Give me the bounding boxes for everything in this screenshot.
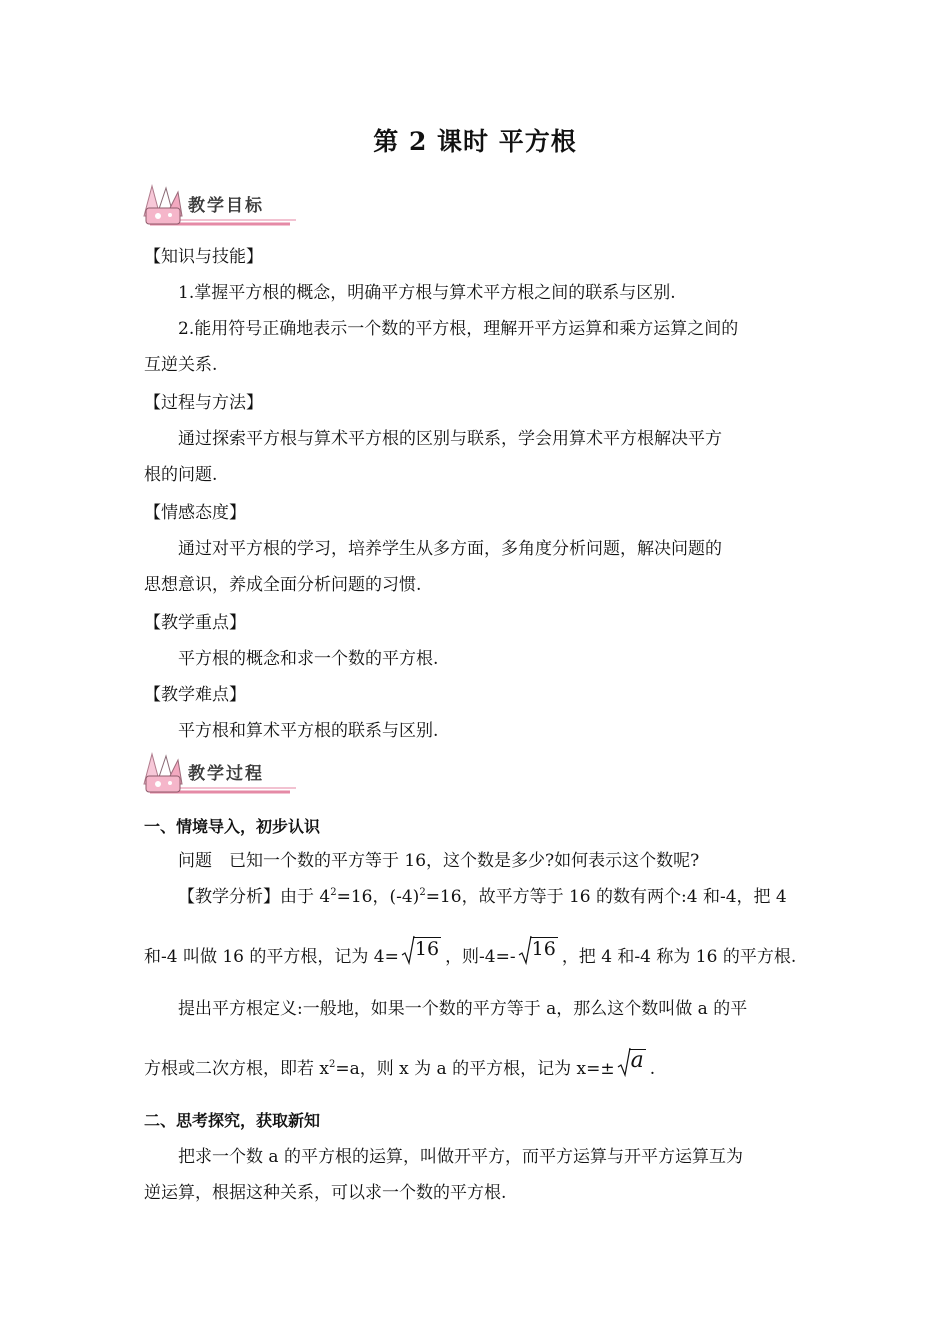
sqrt-expression: a xyxy=(617,1056,648,1080)
analysis-line-1: 【教学分析】由于 $4^2=16$，$(-4)^2=16$，故平方等于 16 的数有两个:4 和-4，把 4 xyxy=(178,887,787,907)
knowledge-item-2-cont: 互逆关系. xyxy=(144,355,218,375)
page-title: 第 2 课时 平方根 xyxy=(373,127,577,156)
difficulty-text: 平方根和算术平方根的联系与区别. xyxy=(178,721,439,741)
definition-line-2: 方根或二次方根，即若 $x^2=a$，则 x 为 a 的平方根，记为 x=± a . xyxy=(144,1048,656,1079)
section-2-text-cont: 逆运算，根据这种关系，可以求一个数的平方根. xyxy=(144,1183,507,1203)
sqrt-expression: 16 xyxy=(401,944,443,968)
section-banner-process xyxy=(140,748,300,796)
sqrt-expression: 16 xyxy=(518,944,560,968)
key-point-text: 平方根的概念和求一个数的平方根. xyxy=(178,649,439,669)
process-method-text-cont: 根的问题. xyxy=(144,465,218,485)
section-banner-objectives xyxy=(140,180,300,228)
section-banner-label: 教学目标 xyxy=(188,196,264,216)
knowledge-heading: 【知识与技能】 xyxy=(144,247,263,267)
definition-line-1: 提出平方根定义:一般地，如果一个数的平方等于 a，那么这个数叫做 a 的平 xyxy=(178,999,748,1019)
knowledge-item-1: 1.掌握平方根的概念，明确平方根与算术平方根之间的联系与区别. xyxy=(178,283,676,303)
process-method-text: 通过探索平方根与算术平方根的区别与联系，学会用算术平方根解决平方 xyxy=(178,429,722,449)
section-2-heading: 二、思考探究，获取新知 xyxy=(144,1111,321,1130)
emotion-text: 通过对平方根的学习，培养学生从多方面，多角度分析问题，解决问题的 xyxy=(178,539,722,559)
analysis-line-2: 和-4 叫做 16 的平方根，记为 4= 16 ，则-4=- 16 ，把 4 和-4 称为 16 的平方根. xyxy=(144,944,796,968)
emotion-heading: 【情感态度】 xyxy=(144,503,246,523)
section-1-heading: 一、情境导入，初步认识 xyxy=(144,817,321,836)
process-method-heading: 【过程与方法】 xyxy=(144,393,263,413)
emotion-text-cont: 思想意识，养成全面分析问题的习惯. xyxy=(144,575,422,595)
section-banner-label: 教学过程 xyxy=(188,764,264,784)
knowledge-item-2: 2.能用符号正确地表示一个数的平方根，理解开平方运算和乘方运算之间的 xyxy=(178,319,739,339)
key-point-heading: 【教学重点】 xyxy=(144,613,246,633)
question-text: 问题 已知一个数的平方等于 16，这个数是多少?如何表示这个数呢? xyxy=(178,851,700,871)
difficulty-heading: 【教学难点】 xyxy=(144,685,246,705)
section-2-text: 把求一个数 a 的平方根的运算，叫做开平方，而平方运算与开平方运算互为 xyxy=(178,1147,743,1167)
